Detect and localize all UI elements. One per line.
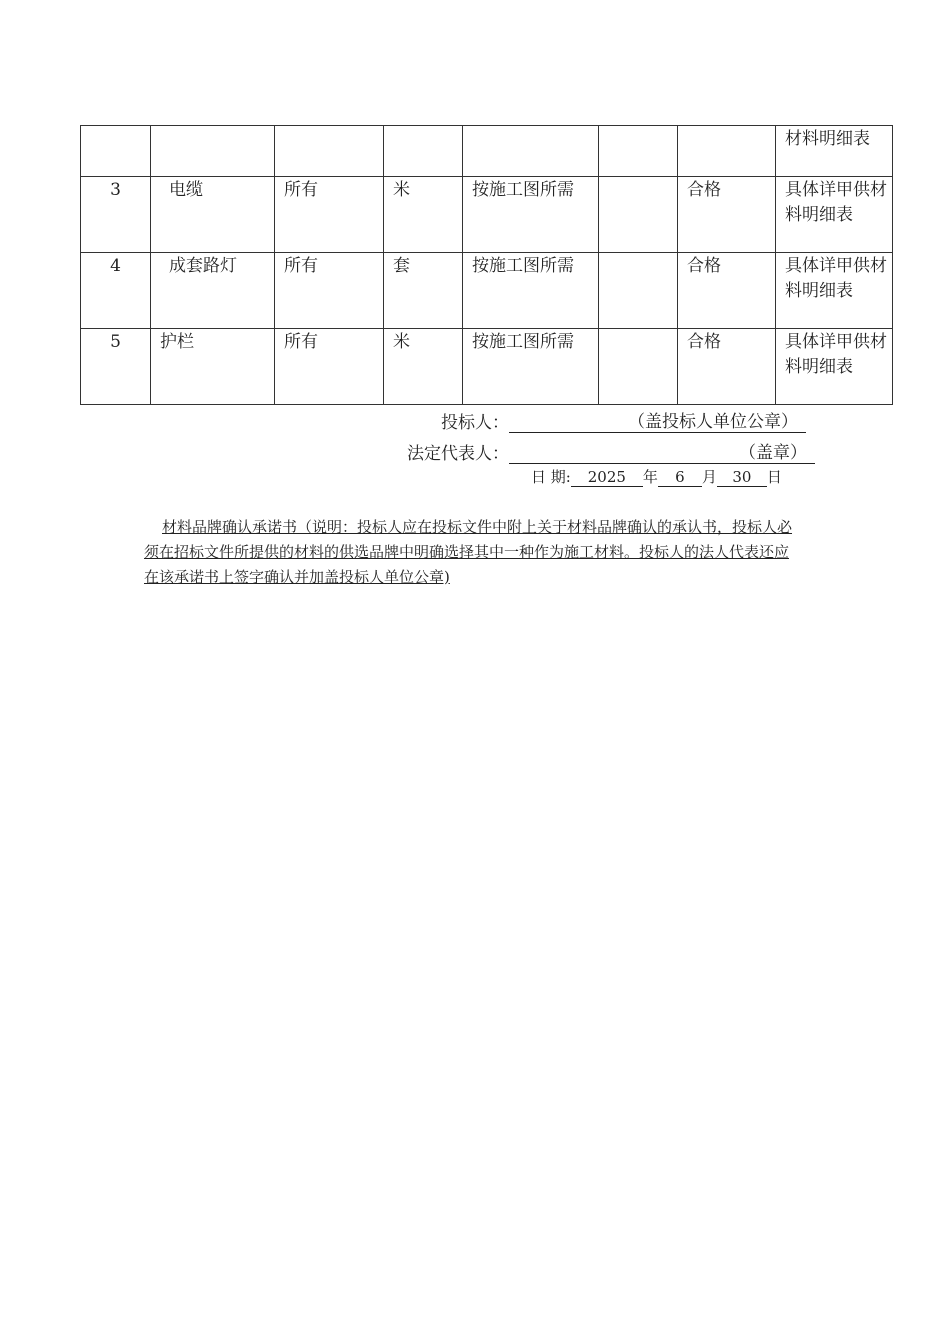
year-field[interactable]: 2025	[571, 468, 643, 487]
quantity-cell: 按施工图所需	[463, 177, 599, 253]
scope-cell: 所有	[275, 329, 384, 405]
unit-cell: 套	[384, 253, 463, 329]
material-name: 护栏	[151, 329, 275, 405]
table-row	[81, 126, 893, 177]
quality-cell: 合格	[678, 177, 776, 253]
table-row	[81, 329, 893, 405]
unit-cell: 米	[384, 329, 463, 405]
brand-cell	[599, 253, 678, 329]
remark-cell: 具体详甲供材料明细表	[776, 253, 893, 329]
day-field[interactable]: 30	[717, 468, 767, 487]
brand-cell	[599, 329, 678, 405]
table-row	[81, 253, 893, 329]
material-name: 成套路灯	[151, 253, 275, 329]
row-number: 3	[81, 177, 151, 253]
unit-cell: 米	[384, 177, 463, 253]
date-line	[531, 466, 782, 487]
scope-cell: 所有	[275, 177, 384, 253]
bidder-line	[380, 408, 806, 433]
quality-cell: 合格	[678, 329, 776, 405]
month-unit: 月	[701, 468, 717, 486]
legal-rep-line	[380, 439, 815, 464]
remark-cell: 材料明细表	[776, 126, 893, 177]
brand-cell	[599, 177, 678, 253]
quantity-cell: 按施工图所需	[463, 329, 599, 405]
quality-cell: 合格	[678, 253, 776, 329]
row-number: 5	[81, 329, 151, 405]
legal-rep-stamp-note: （盖章）	[739, 443, 807, 463]
bidder-label: 投标人：	[441, 413, 509, 433]
row-number: 4	[81, 253, 151, 329]
brand-cell	[599, 126, 678, 177]
date-label: 日 期:	[531, 468, 571, 486]
year-unit: 年	[642, 468, 658, 486]
unit-cell	[384, 126, 463, 177]
scope-cell: 所有	[275, 253, 384, 329]
row-number	[81, 126, 151, 177]
table-row	[81, 177, 893, 253]
day-unit: 日	[766, 468, 782, 486]
bidder-stamp-note: （盖投标人单位公章）	[628, 412, 798, 432]
remark-cell: 具体详甲供材料明细表	[776, 329, 893, 405]
quality-cell	[678, 126, 776, 177]
legal-rep-signature-field[interactable]	[509, 443, 815, 464]
bidder-signature-field[interactable]	[509, 412, 806, 433]
materials-table	[80, 125, 893, 405]
material-name	[151, 126, 275, 177]
month-field[interactable]: 6	[658, 468, 702, 487]
quantity-cell	[463, 126, 599, 177]
legal-rep-label: 法定代表人：	[407, 444, 509, 464]
scope-cell	[275, 126, 384, 177]
commitment-note: 材料品牌确认承诺书（说明：投标人应在投标文件中附上关于材料品牌确认的承认书，投标人必须在招标文件所提供的材料的供选品牌中明确选择其中一种作为施工材料。投标人的法人代表还应在该承诺书上签字确认并加盖投标人单位公章)	[144, 518, 793, 586]
material-name: 电缆	[151, 177, 275, 253]
remark-cell: 具体详甲供材料明细表	[776, 177, 893, 253]
quantity-cell: 按施工图所需	[463, 253, 599, 329]
